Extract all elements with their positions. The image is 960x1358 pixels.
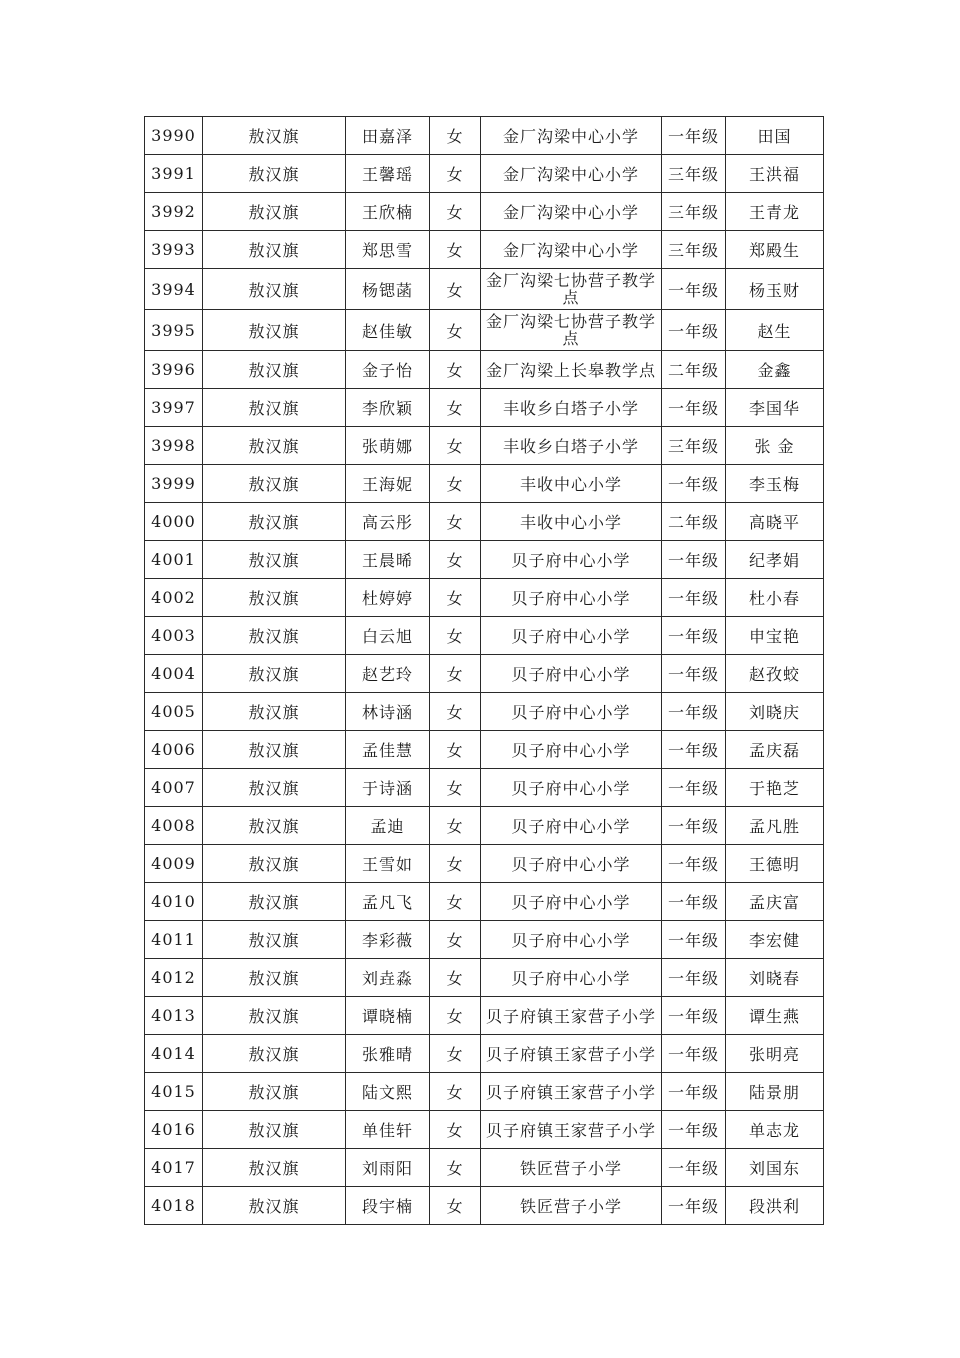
table-row: [145, 541, 824, 579]
region-cell: 敖汉旗: [203, 655, 346, 693]
student-name-cell: 于诗涵: [346, 769, 430, 807]
guardian-cell: 王德明: [726, 845, 824, 883]
guardian-cell: 申宝艳: [726, 617, 824, 655]
row-number-cell: 3991: [145, 155, 203, 193]
guardian-cell: 于艳芝: [726, 769, 824, 807]
grade-cell: 一年级: [662, 1187, 726, 1225]
guardian-cell: 刘晓庆: [726, 693, 824, 731]
student-name-cell: 谭晓楠: [346, 997, 430, 1035]
student-name-cell: 孟迪: [346, 807, 430, 845]
gender-cell: 女: [430, 845, 481, 883]
guardian-cell: 陆景朋: [726, 1073, 824, 1111]
table-row: [145, 1187, 824, 1225]
gender-cell: 女: [430, 921, 481, 959]
gender-cell: 女: [430, 541, 481, 579]
table-row: [145, 351, 824, 389]
table-row: [145, 693, 824, 731]
table-row: [145, 465, 824, 503]
student-name-cell: 金子怡: [346, 351, 430, 389]
row-number-cell: 4016: [145, 1111, 203, 1149]
guardian-cell: 赵孜蛟: [726, 655, 824, 693]
school-cell: 贝子府中心小学: [481, 731, 662, 769]
student-name-cell: 杨锶菡: [346, 269, 430, 310]
gender-cell: 女: [430, 117, 481, 155]
grade-cell: 一年级: [662, 883, 726, 921]
table-row: [145, 1073, 824, 1111]
row-number-cell: 4011: [145, 921, 203, 959]
school-cell: 金厂沟梁中心小学: [481, 193, 662, 231]
guardian-cell: 孟庆富: [726, 883, 824, 921]
region-cell: 敖汉旗: [203, 997, 346, 1035]
region-cell: 敖汉旗: [203, 310, 346, 351]
student-name-cell: 王欣楠: [346, 193, 430, 231]
school-cell: 贝子府中心小学: [481, 769, 662, 807]
school-cell: 贝子府中心小学: [481, 807, 662, 845]
row-number-cell: 4002: [145, 579, 203, 617]
gender-cell: 女: [430, 351, 481, 389]
grade-cell: 一年级: [662, 769, 726, 807]
table-row: [145, 389, 824, 427]
table-row: [145, 807, 824, 845]
school-cell: 丰收乡白塔子小学: [481, 427, 662, 465]
school-cell: 贝子府镇王家营子小学: [481, 1073, 662, 1111]
gender-cell: 女: [430, 997, 481, 1035]
gender-cell: 女: [430, 310, 481, 351]
row-number-cell: 4004: [145, 655, 203, 693]
student-name-cell: 赵佳敏: [346, 310, 430, 351]
guardian-cell: 杨玉财: [726, 269, 824, 310]
guardian-cell: 赵生: [726, 310, 824, 351]
guardian-cell: 刘国东: [726, 1149, 824, 1187]
gender-cell: 女: [430, 427, 481, 465]
school-cell: 贝子府中心小学: [481, 693, 662, 731]
guardian-cell: 王青龙: [726, 193, 824, 231]
guardian-cell: 王洪福: [726, 155, 824, 193]
region-cell: 敖汉旗: [203, 883, 346, 921]
school-cell: 金厂沟梁中心小学: [481, 155, 662, 193]
guardian-cell: 李玉梅: [726, 465, 824, 503]
grade-cell: 二年级: [662, 503, 726, 541]
roster-table: [144, 116, 824, 1225]
region-cell: 敖汉旗: [203, 617, 346, 655]
table-row: [145, 310, 824, 351]
row-number-cell: 4018: [145, 1187, 203, 1225]
gender-cell: 女: [430, 579, 481, 617]
region-cell: 敖汉旗: [203, 541, 346, 579]
roster-body: [145, 117, 824, 1225]
student-name-cell: 王海妮: [346, 465, 430, 503]
row-number-cell: 4015: [145, 1073, 203, 1111]
student-name-cell: 赵艺玲: [346, 655, 430, 693]
row-number-cell: 4014: [145, 1035, 203, 1073]
region-cell: 敖汉旗: [203, 921, 346, 959]
gender-cell: 女: [430, 155, 481, 193]
row-number-cell: 4013: [145, 997, 203, 1035]
table-row: [145, 997, 824, 1035]
table-row: [145, 117, 824, 155]
grade-cell: 一年级: [662, 310, 726, 351]
region-cell: 敖汉旗: [203, 351, 346, 389]
gender-cell: 女: [430, 769, 481, 807]
student-name-cell: 王晨晞: [346, 541, 430, 579]
guardian-cell: 金鑫: [726, 351, 824, 389]
grade-cell: 一年级: [662, 807, 726, 845]
student-name-cell: 孟凡飞: [346, 883, 430, 921]
student-name-cell: 段宇楠: [346, 1187, 430, 1225]
student-name-cell: 刘垚淼: [346, 959, 430, 997]
student-name-cell: 李彩薇: [346, 921, 430, 959]
student-name-cell: 王雪如: [346, 845, 430, 883]
region-cell: 敖汉旗: [203, 1111, 346, 1149]
region-cell: 敖汉旗: [203, 503, 346, 541]
gender-cell: 女: [430, 655, 481, 693]
student-name-cell: 孟佳慧: [346, 731, 430, 769]
grade-cell: 一年级: [662, 655, 726, 693]
row-number-cell: 3995: [145, 310, 203, 351]
student-name-cell: 李欣颖: [346, 389, 430, 427]
grade-cell: 一年级: [662, 1111, 726, 1149]
row-number-cell: 4008: [145, 807, 203, 845]
guardian-cell: 李国华: [726, 389, 824, 427]
gender-cell: 女: [430, 465, 481, 503]
grade-cell: 三年级: [662, 155, 726, 193]
region-cell: 敖汉旗: [203, 231, 346, 269]
guardian-cell: 郑殿生: [726, 231, 824, 269]
school-cell: 丰收中心小学: [481, 465, 662, 503]
school-cell: 丰收乡白塔子小学: [481, 389, 662, 427]
grade-cell: 三年级: [662, 231, 726, 269]
gender-cell: 女: [430, 959, 481, 997]
grade-cell: 三年级: [662, 427, 726, 465]
grade-cell: 一年级: [662, 693, 726, 731]
school-cell: 贝子府中心小学: [481, 617, 662, 655]
guardian-cell: 张 金: [726, 427, 824, 465]
table-row: [145, 503, 824, 541]
grade-cell: 二年级: [662, 351, 726, 389]
school-cell: 贝子府中心小学: [481, 921, 662, 959]
row-number-cell: 4017: [145, 1149, 203, 1187]
region-cell: 敖汉旗: [203, 1035, 346, 1073]
student-name-cell: 高云彤: [346, 503, 430, 541]
region-cell: 敖汉旗: [203, 579, 346, 617]
gender-cell: 女: [430, 1149, 481, 1187]
student-name-cell: 林诗涵: [346, 693, 430, 731]
row-number-cell: 4000: [145, 503, 203, 541]
student-name-cell: 刘雨阳: [346, 1149, 430, 1187]
school-cell: 贝子府镇王家营子小学: [481, 997, 662, 1035]
gender-cell: 女: [430, 1111, 481, 1149]
row-number-cell: 3992: [145, 193, 203, 231]
guardian-cell: 高晓平: [726, 503, 824, 541]
region-cell: 敖汉旗: [203, 193, 346, 231]
grade-cell: 一年级: [662, 1073, 726, 1111]
guardian-cell: 孟凡胜: [726, 807, 824, 845]
student-name-cell: 单佳轩: [346, 1111, 430, 1149]
guardian-cell: 谭生燕: [726, 997, 824, 1035]
row-number-cell: 4005: [145, 693, 203, 731]
row-number-cell: 4012: [145, 959, 203, 997]
gender-cell: 女: [430, 1035, 481, 1073]
school-cell: 贝子府中心小学: [481, 845, 662, 883]
school-cell: 丰收中心小学: [481, 503, 662, 541]
guardian-cell: 张明亮: [726, 1035, 824, 1073]
row-number-cell: 3998: [145, 427, 203, 465]
school-cell: 贝子府镇王家营子小学: [481, 1035, 662, 1073]
gender-cell: 女: [430, 389, 481, 427]
student-name-cell: 白云旭: [346, 617, 430, 655]
region-cell: 敖汉旗: [203, 807, 346, 845]
region-cell: 敖汉旗: [203, 155, 346, 193]
region-cell: 敖汉旗: [203, 269, 346, 310]
guardian-cell: 杜小春: [726, 579, 824, 617]
table-row: [145, 959, 824, 997]
grade-cell: 三年级: [662, 193, 726, 231]
school-cell: 金厂沟梁七协营子教学点: [481, 310, 662, 351]
region-cell: 敖汉旗: [203, 1149, 346, 1187]
school-cell: 铁匠营子小学: [481, 1149, 662, 1187]
grade-cell: 一年级: [662, 617, 726, 655]
guardian-cell: 刘晓春: [726, 959, 824, 997]
school-cell: 贝子府中心小学: [481, 959, 662, 997]
table-row: [145, 883, 824, 921]
table-row: [145, 427, 824, 465]
grade-cell: 一年级: [662, 1035, 726, 1073]
grade-cell: 一年级: [662, 921, 726, 959]
student-name-cell: 陆文熙: [346, 1073, 430, 1111]
gender-cell: 女: [430, 1187, 481, 1225]
grade-cell: 一年级: [662, 731, 726, 769]
row-number-cell: 4007: [145, 769, 203, 807]
gender-cell: 女: [430, 231, 481, 269]
region-cell: 敖汉旗: [203, 1187, 346, 1225]
school-cell: 贝子府中心小学: [481, 579, 662, 617]
row-number-cell: 3994: [145, 269, 203, 310]
region-cell: 敖汉旗: [203, 1073, 346, 1111]
table-row: [145, 155, 824, 193]
grade-cell: 一年级: [662, 269, 726, 310]
region-cell: 敖汉旗: [203, 693, 346, 731]
school-cell: 金厂沟梁中心小学: [481, 231, 662, 269]
guardian-cell: 单志龙: [726, 1111, 824, 1149]
gender-cell: 女: [430, 731, 481, 769]
region-cell: 敖汉旗: [203, 959, 346, 997]
school-cell: 贝子府中心小学: [481, 883, 662, 921]
student-name-cell: 张雅晴: [346, 1035, 430, 1073]
row-number-cell: 3996: [145, 351, 203, 389]
row-number-cell: 4006: [145, 731, 203, 769]
gender-cell: 女: [430, 883, 481, 921]
gender-cell: 女: [430, 617, 481, 655]
table-row: [145, 231, 824, 269]
table-row: [145, 579, 824, 617]
grade-cell: 一年级: [662, 845, 726, 883]
table-row: [145, 921, 824, 959]
table-row: [145, 1035, 824, 1073]
row-number-cell: 3997: [145, 389, 203, 427]
table-row: [145, 731, 824, 769]
student-name-cell: 王馨瑶: [346, 155, 430, 193]
table-row: [145, 617, 824, 655]
school-cell: 贝子府中心小学: [481, 655, 662, 693]
grade-cell: 一年级: [662, 1149, 726, 1187]
grade-cell: 一年级: [662, 959, 726, 997]
gender-cell: 女: [430, 193, 481, 231]
student-name-cell: 郑思雪: [346, 231, 430, 269]
grade-cell: 一年级: [662, 541, 726, 579]
school-cell: 贝子府中心小学: [481, 541, 662, 579]
grade-cell: 一年级: [662, 579, 726, 617]
region-cell: 敖汉旗: [203, 389, 346, 427]
table-row: [145, 193, 824, 231]
table-row: [145, 1111, 824, 1149]
region-cell: 敖汉旗: [203, 731, 346, 769]
school-cell: 金厂沟梁中心小学: [481, 117, 662, 155]
grade-cell: 一年级: [662, 465, 726, 503]
school-cell: 贝子府镇王家营子小学: [481, 1111, 662, 1149]
table-row: [145, 769, 824, 807]
grade-cell: 一年级: [662, 389, 726, 427]
guardian-cell: 纪孝娟: [726, 541, 824, 579]
school-cell: 铁匠营子小学: [481, 1187, 662, 1225]
region-cell: 敖汉旗: [203, 117, 346, 155]
gender-cell: 女: [430, 269, 481, 310]
row-number-cell: 3990: [145, 117, 203, 155]
region-cell: 敖汉旗: [203, 427, 346, 465]
gender-cell: 女: [430, 1073, 481, 1111]
guardian-cell: 段洪利: [726, 1187, 824, 1225]
row-number-cell: 4010: [145, 883, 203, 921]
grade-cell: 一年级: [662, 117, 726, 155]
gender-cell: 女: [430, 503, 481, 541]
table-row: [145, 845, 824, 883]
row-number-cell: 4003: [145, 617, 203, 655]
grade-cell: 一年级: [662, 997, 726, 1035]
table-row: [145, 1149, 824, 1187]
region-cell: 敖汉旗: [203, 465, 346, 503]
school-cell: 金厂沟梁七协营子教学点: [481, 269, 662, 310]
row-number-cell: 3999: [145, 465, 203, 503]
student-name-cell: 田嘉泽: [346, 117, 430, 155]
gender-cell: 女: [430, 693, 481, 731]
student-name-cell: 杜婷婷: [346, 579, 430, 617]
region-cell: 敖汉旗: [203, 769, 346, 807]
gender-cell: 女: [430, 807, 481, 845]
region-cell: 敖汉旗: [203, 845, 346, 883]
school-cell: 金厂沟梁上长皋教学点: [481, 351, 662, 389]
row-number-cell: 4001: [145, 541, 203, 579]
row-number-cell: 4009: [145, 845, 203, 883]
row-number-cell: 3993: [145, 231, 203, 269]
guardian-cell: 孟庆磊: [726, 731, 824, 769]
student-name-cell: 张萌娜: [346, 427, 430, 465]
table-row: [145, 269, 824, 310]
guardian-cell: 李宏健: [726, 921, 824, 959]
table-row: [145, 655, 824, 693]
guardian-cell: 田国: [726, 117, 824, 155]
